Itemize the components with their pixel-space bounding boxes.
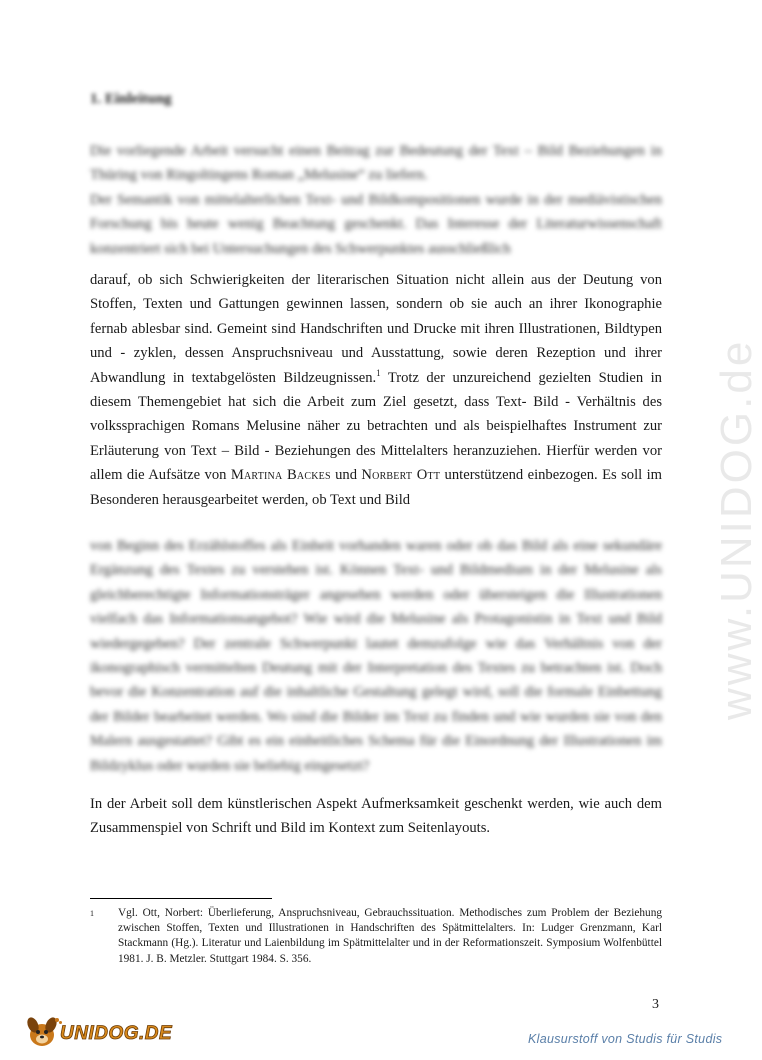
footnote-number: 1 bbox=[90, 909, 94, 918]
blurred-intro bbox=[90, 139, 662, 261]
footnote bbox=[90, 906, 662, 967]
watermark: www.UNIDOG.de bbox=[712, 338, 761, 720]
blurred-paragraph: Der Semantik von mittelalterlichen Text- und Bildkompositionen wurde in der mediävistischen Forschung bis heute wenig Beachtung geschenkt. Das Interesse der Literaturwissenschaft konzentriert sich bei Untersuchungen des Schwerpunktes ausschließlich bbox=[90, 191, 662, 257]
author-name: Norbert Ott bbox=[361, 467, 441, 484]
dog-mascot-icon bbox=[24, 1013, 64, 1049]
slogan: Klausurstoff von Studis für Studis bbox=[528, 1032, 723, 1046]
footnote-ref[interactable]: 1 bbox=[376, 367, 381, 378]
blurred-paragraph: von Beginn des Erzählstoffes als Einheit vorhanden waren oder ob das Bild als eine sekundäre Ergänzung des Textes zu verstehen ist. Können Text- und Bildmedium in der Melusine als gleichberechtigte Informationsträger angesehen werden oder übersteigen die Illustrationen vielfach das Informationsangebot? Wie wird die Melusine als Protagonistin in Text und Bild wiedergegeben? Der zentrale Schwerpunkt lautet demzufolge wie das Verhältnis von der ikonographisch vermittelten Deutung mit der Interpretation des Textes zu betrachten ist. Doch bevor die Konzentration auf die inhaltliche Gestaltung gelegt wird, soll die formale Einbettung der Bilder bearbeitet werden. Wo sind die Bilder im Text zu finden und wie wurden sie von den Malern ausgestattet? Gibt es ein einheitliches Schema für die Einordnung der Illustrationen im Bildzyklus oder wurden sie beliebig eingesetzt? bbox=[90, 538, 662, 774]
footnote-divider bbox=[90, 898, 272, 899]
page-number: 3 bbox=[652, 997, 659, 1012]
footnote-text: Vgl. Ott, Norbert: Überlieferung, Anspruchsniveau, Gebrauchssituation. Methodisches zum Problem der Beziehung zwischen Stoffen, Texten und Illustrationen in Handschriften des Spätmittelalters. In: Ludger Grenzmann, Karl Stackmann (Hg.). Literatur und Laienbildung im Spätmittelalter und in der Reformationszeit. Symposium Wolfenbüttel 1981. J. B. Metzler. Stuttgart 1984. S. 356. bbox=[118, 907, 662, 965]
blurred-paragraph: Die vorliegende Arbeit versucht einen Beitrag zur Bedeutung der Text – Bild Beziehungen in Thüring von Ringoltingens Roman „Melusine“ zu liefern. bbox=[90, 143, 662, 184]
section-heading: 1. Einleitung bbox=[90, 91, 172, 107]
author-name: Martina Backes bbox=[230, 467, 331, 484]
unidog-logo[interactable] bbox=[24, 1013, 173, 1049]
body-paragraph: In der Arbeit soll dem künstlerischen Aspekt Aufmerksamkeit geschenkt werden, wie auch dem Zusammenspiel von Schrift und Bild im Kontext zum Seitenlayouts. bbox=[90, 796, 662, 837]
logo-text: UNIDOG.DE bbox=[60, 1023, 173, 1044]
body-paragraph: darauf, ob sich Schwierigkeiten der literarischen Situation nicht allein aus der Deutung von Stoffen, Texten und Gattungen gewinnen lassen, sondern ob sie auch an ihrer Ikonographie fernab ablesbar sind. Gemeint sind Handschriften und Drucke mit ihren Illustrationen, Bildtypen und - zyklen, dessen Anspruchsniveau und Ausstattung, sowie deren Rezeption und ihrer Abwandlung in textabgelösten Bildzeugnissen.$^1$ Trotz der unzureichend gezielten Studien in diesem Themengebiet hat sich die Arbeit zum Ziel gesetzt, dass Text- Bild - Verhältnis des volkssprachigen Romans Melusine näher zu betrachten und als beispielhaftes Instrument zur Erläuterung von Text – Bild - Beziehungen des Mittelalters heranzuziehen. Hierfür werden vor allem die Aufsätze von Martina Backes und Norbert Ott unterstützend einbezogen. Es soll im Besonderen herausgearbeitet werden, ob Text und Bild bbox=[90, 272, 662, 508]
